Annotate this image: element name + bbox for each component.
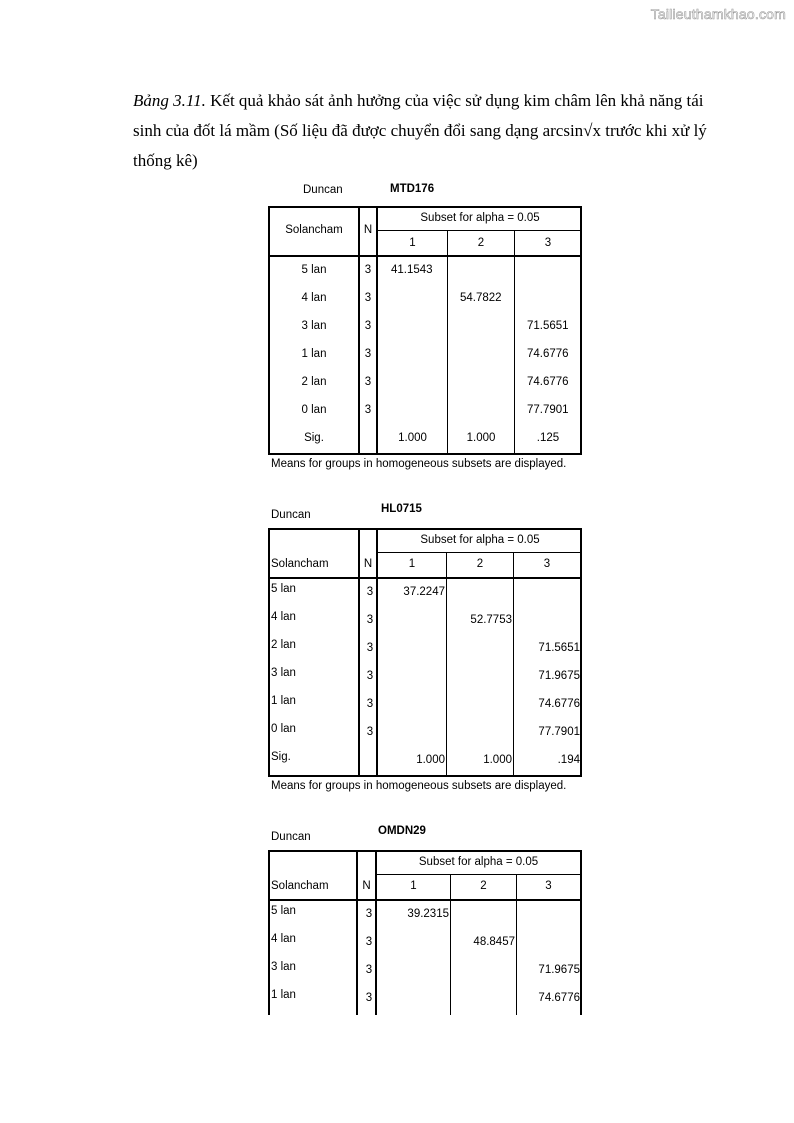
- caption-label: Bảng 3.11.: [133, 91, 206, 110]
- row-n: 3: [364, 404, 372, 416]
- row-n: 3: [364, 292, 372, 304]
- row-label: 4 lan: [271, 611, 296, 623]
- row-subset-3: 74.6776: [527, 348, 569, 360]
- table-caption: [133, 86, 733, 176]
- sig-subset-3: .194: [557, 754, 580, 766]
- row-n: 3: [366, 586, 374, 598]
- row-n: 3: [365, 964, 373, 976]
- row-label: 5 lan: [301, 264, 327, 276]
- row-subset-3: 71.5651: [527, 320, 569, 332]
- header-subset: Subset for alpha = 0.05: [420, 534, 540, 546]
- header-subset-2: 2: [476, 558, 484, 570]
- row-subset-2: 48.8457: [473, 936, 515, 948]
- header-subset-3: 3: [543, 558, 551, 570]
- row-subset-3: 71.5651: [538, 642, 580, 654]
- row-subset-1: 41.1543: [391, 264, 433, 276]
- row-n: 3: [366, 614, 374, 626]
- row-n: 3: [364, 320, 372, 332]
- row-n: 3: [366, 670, 374, 682]
- caption-line2: sinh của đốt lá mầm (Số liệu đã được chuyển đổi sang dạng arcsin√x trước khi xử lý: [133, 121, 707, 140]
- header-subset: Subset for alpha = 0.05: [420, 212, 540, 224]
- table-title: OMDN29: [378, 825, 426, 837]
- row-n: 3: [366, 698, 374, 710]
- row-subset-2: 54.7822: [460, 292, 502, 304]
- row-label: 0 lan: [301, 404, 327, 416]
- table-footnote: Means for groups in homogeneous subsets are displayed.: [271, 458, 567, 470]
- row-n: 3: [366, 642, 374, 654]
- sig-subset-1: 1.000: [398, 432, 427, 444]
- row-label: 3 lan: [271, 667, 296, 679]
- row-subset-3: 74.6776: [538, 698, 580, 710]
- header-n: N: [363, 558, 373, 570]
- sig-subset-1: 1.000: [416, 754, 445, 766]
- row-subset-3: 71.9675: [538, 670, 580, 682]
- row-label: 2 lan: [301, 376, 327, 388]
- header-subset-2: 2: [480, 880, 487, 892]
- row-subset-3: 74.6776: [538, 992, 580, 1004]
- row-label: 3 lan: [301, 320, 327, 332]
- header-solancham: Solancham: [271, 558, 329, 570]
- watermark: Tailieuthamkhao.com: [650, 6, 786, 22]
- header-subset-3: 3: [544, 237, 552, 249]
- header-solancham: Solancham: [271, 880, 329, 892]
- row-n: 3: [364, 264, 372, 276]
- row-label: 3 lan: [271, 961, 296, 973]
- row-label: 2 lan: [271, 639, 296, 651]
- row-subset-1: 37.2247: [403, 586, 445, 598]
- row-label: 4 lan: [301, 292, 327, 304]
- table-title: MTD176: [390, 183, 435, 195]
- header-subset-2: 2: [477, 237, 485, 249]
- caption-line1: Kết quả khảo sát ảnh hưởng của việc sử dụng kim châm lên khả năng tái: [205, 91, 704, 110]
- row-label: 0 lan: [271, 723, 296, 735]
- row-n: 3: [364, 348, 372, 360]
- row-n: 3: [366, 726, 374, 738]
- table-title: HL0715: [381, 503, 422, 515]
- row-n: 3: [364, 376, 372, 388]
- row-subset-3: 74.6776: [527, 376, 569, 388]
- row-label: 5 lan: [271, 583, 296, 595]
- header-n: N: [363, 224, 373, 236]
- row-subset-1: 39.2315: [407, 908, 449, 920]
- row-n: 3: [365, 936, 373, 948]
- row-subset-3: 77.7901: [538, 726, 580, 738]
- row-label: 1 lan: [271, 989, 296, 1001]
- sig-label: Sig.: [271, 751, 291, 763]
- header-subset-1: 1: [410, 880, 417, 892]
- header-subset: Subset for alpha = 0.05: [418, 856, 539, 868]
- method-label: Duncan: [271, 831, 311, 843]
- row-label: 5 lan: [271, 905, 296, 917]
- sig-subset-3: .125: [536, 432, 560, 444]
- row-label: 1 lan: [271, 695, 296, 707]
- row-label: 4 lan: [271, 933, 296, 945]
- row-subset-3: 71.9675: [538, 964, 580, 976]
- header-solancham: Solancham: [285, 224, 343, 236]
- row-label: 1 lan: [301, 348, 327, 360]
- row-n: 3: [365, 908, 373, 920]
- header-subset-1: 1: [408, 558, 416, 570]
- method-label: Duncan: [303, 184, 343, 196]
- sig-subset-2: 1.000: [466, 432, 496, 444]
- header-subset-1: 1: [409, 237, 416, 249]
- sig-subset-2: 1.000: [483, 754, 512, 766]
- method-label: Duncan: [271, 509, 311, 521]
- row-subset-2: 52.7753: [470, 614, 512, 626]
- header-n: N: [362, 880, 371, 892]
- header-subset-3: 3: [545, 880, 552, 892]
- sig-label: Sig.: [304, 432, 324, 444]
- row-n: 3: [365, 992, 373, 1004]
- table-footnote: Means for groups in homogeneous subsets are displayed.: [271, 780, 567, 792]
- row-subset-3: 77.7901: [527, 404, 569, 416]
- caption-line3: thống kê): [133, 151, 198, 170]
